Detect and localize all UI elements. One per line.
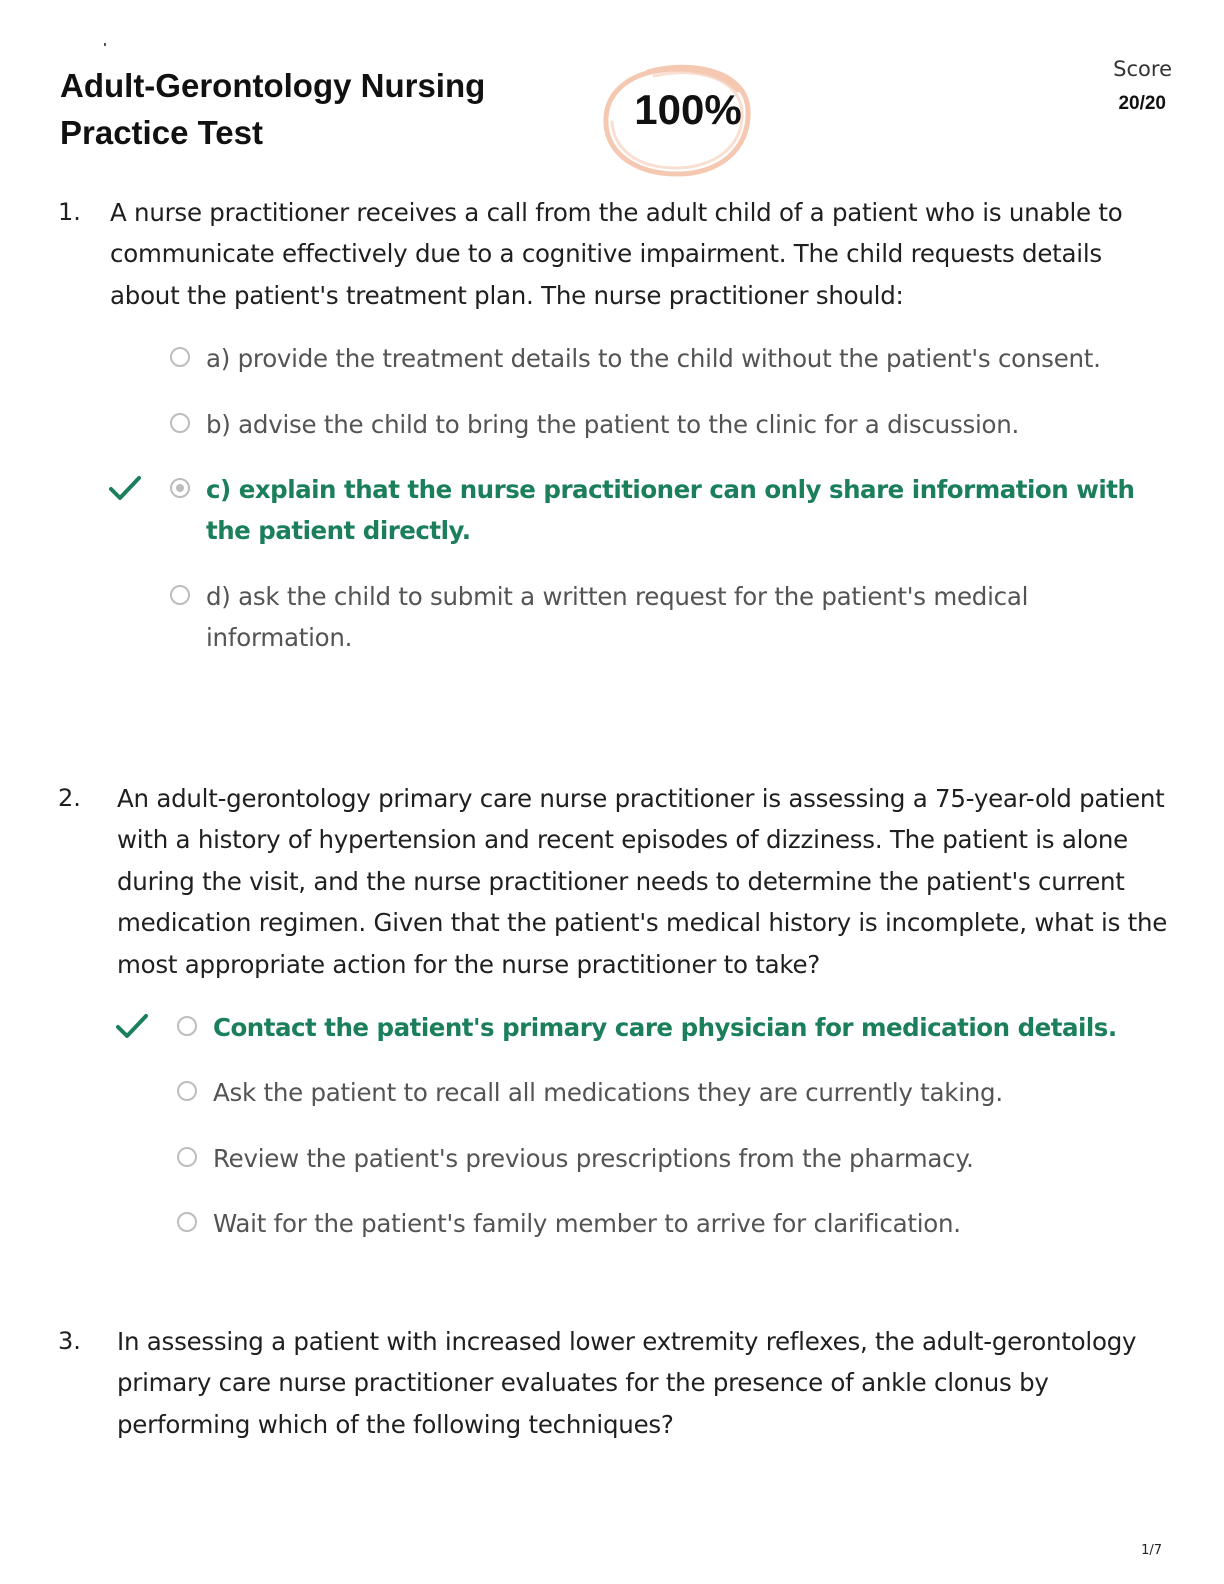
answer-option-3[interactable]	[177, 1138, 1173, 1179]
answer-option-4[interactable]	[177, 1203, 1173, 1244]
question-text: A nurse practitioner receives a call from the adult child of a patient who is unable to communicate effectively due to a cognitive impairment. The child requests details about the patient's treatment plan. The nurse practitioner should:	[110, 198, 1123, 310]
question-2	[58, 778, 1168, 1269]
option-label: b) advise the child to bring the patient to the clinic for a discussion.	[206, 409, 1020, 439]
question-number: 2.	[58, 784, 81, 812]
option-label: Wait for the patient's family member to arrive for clarification.	[213, 1209, 961, 1239]
radio-button[interactable]	[177, 1081, 197, 1101]
radio-button[interactable]	[170, 413, 190, 433]
score-percent-mark	[600, 62, 750, 174]
option-label: Contact the patient's primary care physician for medication details.	[213, 1013, 1117, 1043]
page-title	[60, 62, 580, 156]
checkmark-icon	[115, 1011, 149, 1041]
answer-option-a[interactable]	[170, 338, 1166, 379]
answer-option-b[interactable]	[170, 404, 1166, 445]
option-label: c) explain that the nurse practitioner can only share information with the patient directly.	[206, 475, 1135, 546]
question-text: An adult-gerontology primary care nurse practitioner is assessing a 75-year-old patient with a history of hypertension and recent episodes of dizziness. The patient is alone during the visit, and the nurse practitioner needs to determine the patient's current medication regimen. Given that the patient's medical history is incomplete, what is the most appropriate action for the nurse practitioner to take?	[117, 784, 1168, 979]
score-percent: 100%	[634, 86, 742, 133]
option-label: d) ask the child to submit a written request for the patient's medical information.	[206, 581, 1029, 653]
answer-options	[58, 338, 1168, 658]
radio-button-selected[interactable]	[170, 478, 190, 498]
score-value: 20/20	[1118, 93, 1166, 114]
page-header	[0, 0, 1224, 180]
question-3	[58, 1321, 1168, 1445]
radio-button[interactable]	[170, 347, 190, 367]
radio-button[interactable]	[177, 1147, 197, 1167]
radio-button[interactable]	[177, 1016, 197, 1036]
answer-option-1[interactable]	[177, 1007, 1213, 1048]
answer-options	[58, 1007, 1168, 1245]
title-line-2: Practice Test	[60, 114, 263, 151]
scan-speck	[104, 43, 106, 46]
option-label: a) provide the treatment details to the child without the patient's consent.	[206, 344, 1101, 374]
answer-option-d[interactable]	[170, 576, 1166, 659]
question-number: 3.	[58, 1327, 81, 1355]
score-label: Score	[1113, 57, 1172, 81]
answer-option-c[interactable]	[170, 469, 1166, 552]
score-box	[1113, 54, 1172, 124]
page-indicator: 1/7	[1141, 1543, 1162, 1558]
title-line-1: Adult-Gerontology Nursing	[60, 67, 486, 104]
question-text: In assessing a patient with increased lower extremity reflexes, the adult-gerontology primary care nurse practitioner evaluates for the presence of ankle clonus by performing which of the following techniques?	[117, 1327, 1137, 1439]
answer-option-2[interactable]	[177, 1072, 1173, 1113]
radio-button[interactable]	[177, 1212, 197, 1232]
checkmark-icon	[108, 473, 142, 503]
option-label: Review the patient's previous prescriptions from the pharmacy.	[213, 1143, 974, 1173]
radio-button[interactable]	[170, 585, 190, 605]
option-label: Ask the patient to recall all medications they are currently taking.	[213, 1078, 1003, 1108]
question-1	[58, 192, 1168, 683]
question-number: 1.	[58, 198, 81, 226]
